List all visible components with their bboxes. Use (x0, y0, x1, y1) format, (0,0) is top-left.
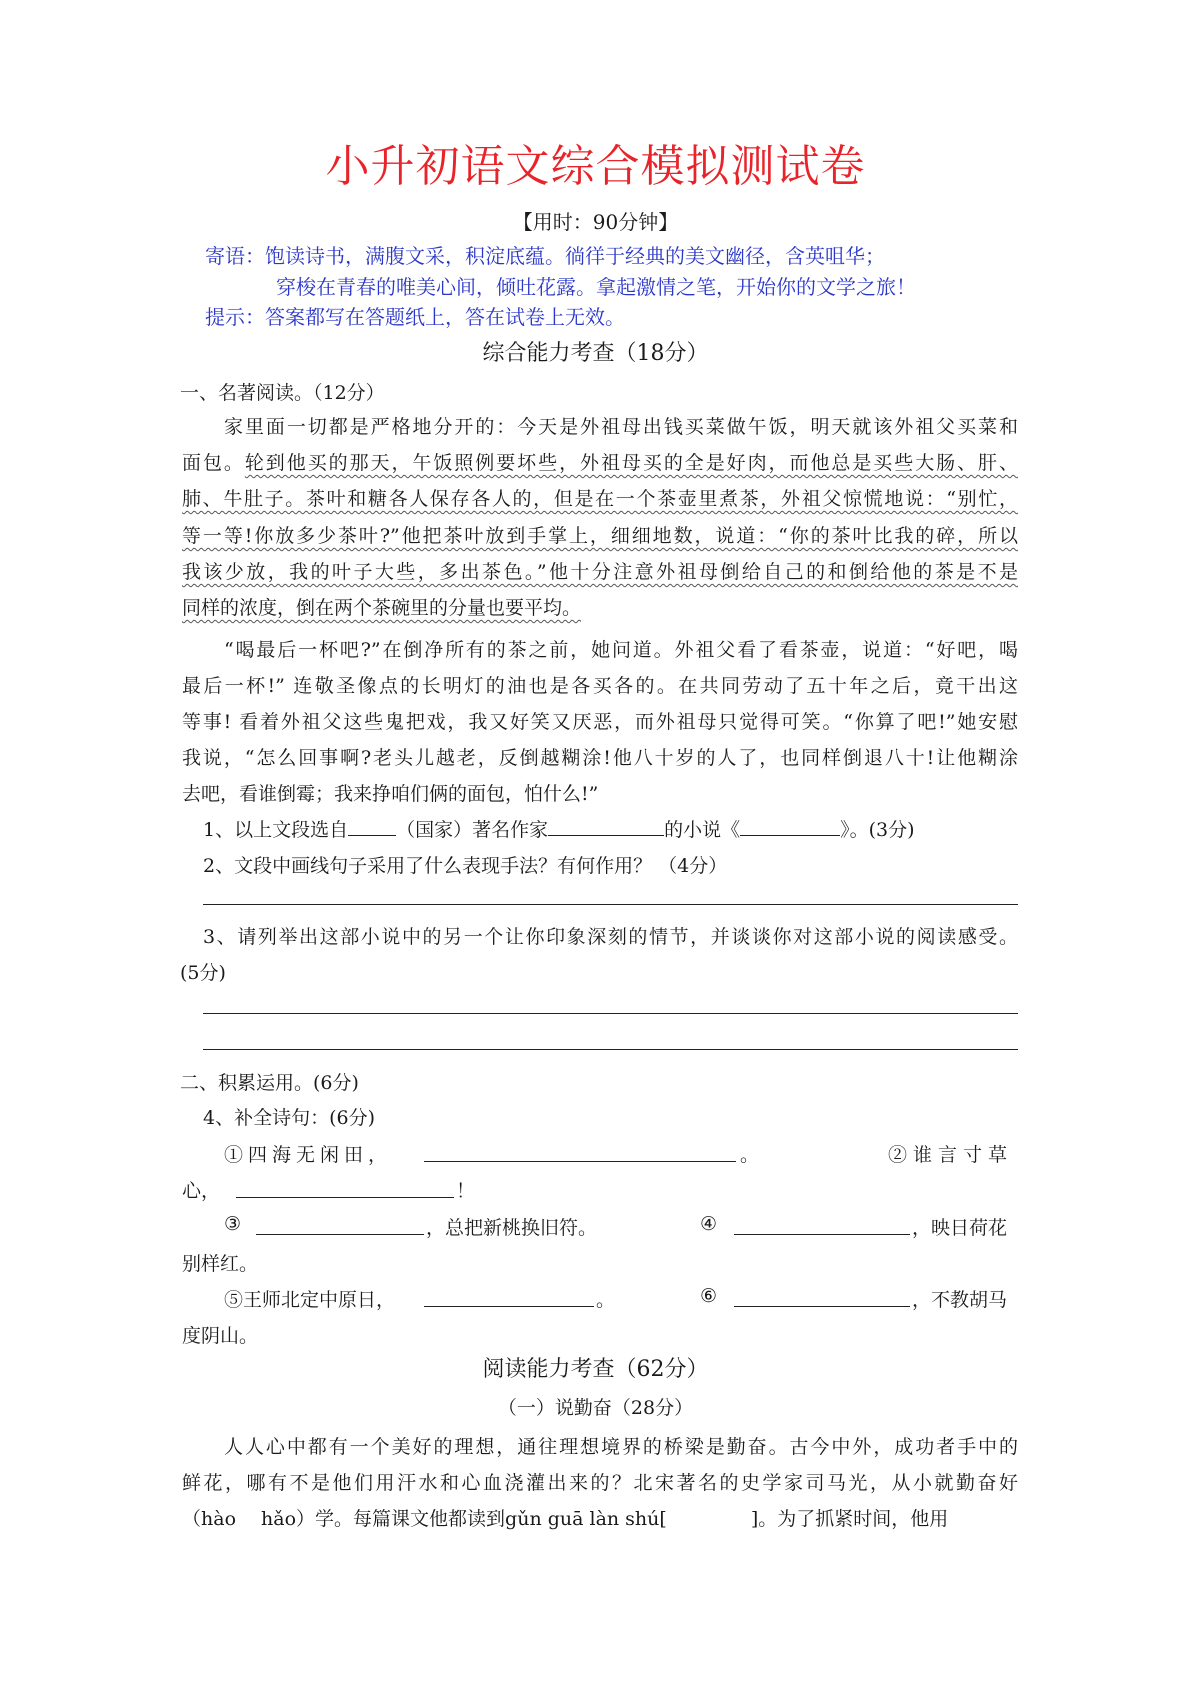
poem-6-end: ，不教胡马 (912, 1289, 1008, 1311)
poem-6: ⑥ (700, 1285, 718, 1307)
time-limit: 【用时：90分钟】 (512, 210, 679, 234)
question-2: 2、文段中画线句子采用了什么表现手法？有何作用？ （4分） (203, 855, 728, 877)
section-title-comprehensive: 综合能力考查（18分） (482, 341, 709, 366)
question-1 (203, 815, 915, 842)
poem-2-end: ！ (456, 1180, 476, 1202)
poem-1-text: ①四海无闲田， (224, 1144, 393, 1166)
passage-line-1: 家里面一切都是严格地分开的：今天是外祖母出钱买菜做午饭，明天就该外祖父买菜和 (224, 416, 1018, 438)
answer-line-q2[interactable] (203, 904, 1018, 905)
poem-5: ⑤王师北定中原日， (224, 1289, 396, 1311)
answer-line-q3-1[interactable] (203, 1013, 1018, 1014)
passage-line-4: 等一等!你放多少茶叶?”他把茶叶放到手掌上，细细地数，说道：“你的茶叶比我的碎，所以 (182, 525, 1018, 547)
part2-heading: 二、积累运用。(6分) (180, 1072, 359, 1094)
poem-2: ②谁言寸草 (888, 1144, 1014, 1166)
poem-3: ③ (224, 1213, 242, 1235)
exam-title: 小升初语文综合模拟测试卷 (325, 141, 866, 192)
answer-line-q3-2[interactable] (203, 1049, 1018, 1050)
reading-line-2: 鲜花，哪有不是他们用汗水和心血浇灌出来的？北宋著名的史学家司马光，从小就勤奋好 (182, 1472, 1018, 1494)
passage-line-2 (182, 448, 1018, 475)
passage-line-11: 去吧，看谁倒霉；我来挣咱们俩的面包，怕什么!” (182, 783, 599, 805)
poem-4: ④ (700, 1213, 718, 1235)
poem-2-blank[interactable] (236, 1179, 454, 1198)
q1-blank-author[interactable] (548, 817, 664, 836)
q1-text-b: （国家）著名作家 (396, 819, 549, 841)
poem-4-blank[interactable] (734, 1216, 910, 1235)
underlined-sentence: 轮到他买的那天，午饭照例要坏些，外祖母买的全是好肉，而他总是买些大肠、肝、 (244, 452, 1018, 474)
message-line-1: 寄语：饱读诗书，满腹文采，积淀底蕴。徜徉于经典的美文幽径，含英咀华； (205, 244, 885, 268)
poem-4-end: ，映日荷花 (912, 1217, 1008, 1239)
answer-tip: 提示：答案都写在答题纸上，答在试卷上无效。 (205, 305, 625, 329)
reading-subtitle: （一）说勤奋（28分） (497, 1397, 694, 1419)
section-title-reading: 阅读能力考查（62分） (482, 1357, 709, 1382)
passage-line-10: 我说，“怎么回事啊?老头儿越老，反倒越糊涂!他八十岁的人了，也同样倒退八十!让他糊涂 (182, 747, 1018, 769)
passage-line-8: 最后一杯!” 连敬圣像点的长明灯的油也是各买各的。在共同劳动了五十年之后，竟干出这 (182, 675, 1018, 697)
passage-line-7: “喝最后一杯吧?”在倒净所有的茶之前，她问道。外祖父看了看茶壶，说道：“好吧，喝 (224, 639, 1018, 661)
passage-line-3: 肺、牛肚子。茶叶和糖各人保存各人的，但是在一个茶壶里煮茶，外祖父惊慌地说：“别忙， (182, 488, 1018, 510)
poem-1 (224, 1140, 392, 1167)
reading-line-3-a: （hào hǎo）学。每篇课文他都读到gǔn guā làn shú[ (182, 1508, 667, 1530)
question-3-points: (5分) (180, 962, 226, 984)
poem-3-end: ，总把新桃换旧符。 (426, 1217, 598, 1239)
q1-blank-country[interactable] (348, 817, 396, 836)
part1-heading: 一、名著阅读。（12分） (180, 382, 385, 404)
q1-text-d: 》。(3分) (840, 819, 915, 841)
question-3: 3、请列举出这部小说中的另一个让你印象深刻的情节，并谈谈你对这部小说的阅读感受。 (203, 926, 1018, 948)
poem-1-end: 。 (740, 1144, 760, 1166)
passage-line-2-plain: 面包。 (182, 452, 245, 474)
passage-line-5: 我该少放，我的叶子大些，多出茶色。”他十分注意外祖母倒给自己的和倒给他的茶是不是 (182, 561, 1018, 583)
reading-line-3 (182, 1504, 948, 1531)
poem-6-cont: 度阴山。 (182, 1325, 259, 1347)
passage-line-9: 等事! 看着外祖父这些鬼把戏，我又好笑又厌恶，而外祖母只觉得可笑。“你算了吧!”她安慰 (182, 711, 1018, 733)
q1-text-c: 的小说《 (664, 819, 741, 841)
poem-4-cont: 别样红。 (182, 1253, 259, 1275)
question-4: 4、补全诗句：(6分) (203, 1107, 376, 1129)
poem-5-blank[interactable] (424, 1288, 594, 1307)
poem-1-blank[interactable] (424, 1143, 736, 1162)
q1-blank-title[interactable] (740, 817, 840, 836)
reading-line-1: 人人心中都有一个美好的理想，通往理想境界的桥梁是勤奋。古今中外，成功者手中的 (224, 1436, 1018, 1458)
message-line-2: 穿梭在青春的唯美心间，倾吐花露。拿起激情之笔，开始你的文学之旅！ (276, 275, 916, 299)
passage-line-6: 同样的浓度，倒在两个茶碗里的分量也要平均。 (182, 597, 582, 619)
poem-3-blank[interactable] (256, 1216, 424, 1235)
poem-2-cont: 心， (182, 1180, 221, 1202)
q1-text-a: 1、以上文段选自 (203, 819, 349, 841)
poem-5-end: 。 (596, 1289, 616, 1311)
poem-6-blank[interactable] (734, 1288, 910, 1307)
reading-line-3-b: ]。为了抓紧时间，他用 (750, 1508, 949, 1530)
